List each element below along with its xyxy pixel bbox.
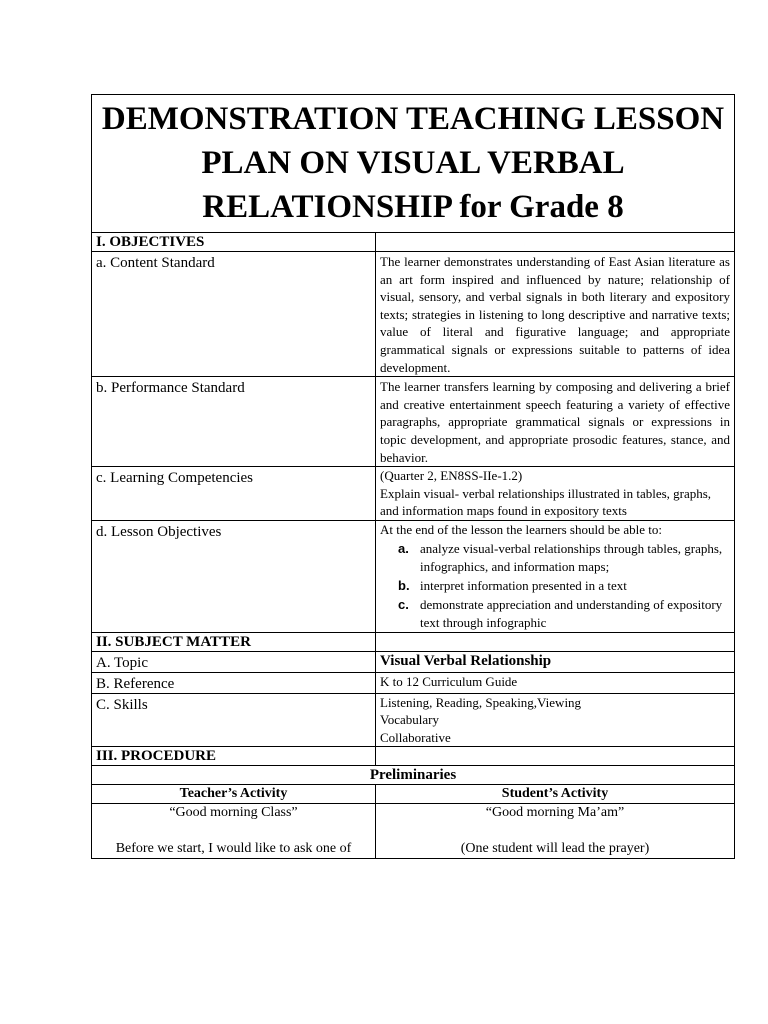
skill-line: Vocabulary — [380, 712, 439, 728]
lesson-objectives-list — [380, 540, 730, 632]
empty-cell — [376, 233, 735, 252]
objectives-heading-row — [92, 233, 735, 252]
skill-line: Listening, Reading, Speaking,Viewing — [380, 694, 582, 710]
performance-standard-label: b. Performance Standard — [92, 377, 376, 467]
teacher-line — [96, 822, 371, 840]
list-item — [398, 577, 730, 595]
empty-cell — [376, 747, 735, 766]
teacher-activity-header: Teacher’s Activity — [92, 785, 376, 804]
reference-value: K to 12 Curriculum Guide — [376, 672, 735, 693]
title-row — [92, 95, 735, 233]
activity-row — [92, 804, 735, 859]
empty-cell — [376, 632, 735, 651]
teacher-line: “Good morning Class” — [169, 805, 298, 821]
list-marker: a. — [398, 540, 409, 556]
competency-code: (Quarter 2, EN8SS-IIe-1.2) — [380, 468, 523, 484]
student-activity-header: Student’s Activity — [376, 785, 735, 804]
skill-line: Collaborative — [380, 729, 451, 745]
list-text: demonstrate appreciation and understanding of expository text through infographic — [420, 596, 723, 630]
procedure-heading-row — [92, 747, 735, 766]
reference-row — [92, 672, 735, 693]
content-standard-value: The learner demonstrates understanding of East Asian literature as an art form inspired and influenced by nature; relationship of visual, sensory, and verbal signals in both literary and expository texts; strategies in listening to long descriptive and narrative texts; value of literal and figurative language; and appropriate grammatical signals or expressions suitable to patterns of idea development. — [376, 252, 735, 377]
student-line — [380, 822, 730, 840]
topic-label: A. Topic — [92, 651, 376, 672]
performance-standard-value: The learner transfers learning by composing and delivering a brief and creative entertainment speech featuring a variety of effective paragraphs, appropriate grammatical signals or expressions in topic development, and appropriate prosodic features, stance, and behavior. — [376, 377, 735, 467]
preliminaries-row — [92, 766, 735, 785]
teacher-line: Before we start, I would like to ask one of — [115, 841, 352, 857]
document-title: DEMONSTRATION TEACHING LESSON PLAN ON VISUAL VERBAL RELATIONSHIP for Grade 8 — [92, 95, 735, 233]
topic-value: Visual Verbal Relationship — [376, 651, 735, 672]
performance-standard-row — [92, 377, 735, 467]
list-text: interpret information presented in a text — [420, 577, 627, 593]
competency-text: Explain visual- verbal relationships illustrated in tables, graphs, and information maps found in expository texts — [380, 485, 712, 519]
student-activity-cell — [376, 804, 735, 859]
student-line: (One student will lead the prayer) — [460, 841, 650, 857]
list-marker: c. — [398, 596, 409, 612]
objectives-heading: I. OBJECTIVES — [92, 233, 376, 252]
content-standard-label: a. Content Standard — [92, 252, 376, 377]
content-standard-row — [92, 252, 735, 377]
activity-header-row — [92, 785, 735, 804]
subject-matter-heading-row — [92, 632, 735, 651]
learning-competencies-cell — [376, 467, 735, 521]
list-text: analyze visual-verbal relationships through tables, graphs, infographics, and information maps; — [420, 540, 723, 574]
list-item — [398, 540, 730, 576]
teacher-activity-cell — [92, 804, 376, 859]
reference-label: B. Reference — [92, 672, 376, 693]
lesson-objectives-intro: At the end of the lesson the learners should be able to: — [380, 521, 662, 537]
topic-row — [92, 651, 735, 672]
lesson-plan-table — [91, 94, 735, 859]
lesson-objectives-row — [92, 520, 735, 632]
skills-cell — [376, 693, 735, 747]
subject-matter-heading: II. SUBJECT MATTER — [92, 632, 376, 651]
lesson-objectives-cell — [376, 520, 735, 632]
preliminaries-heading: Preliminaries — [92, 766, 735, 785]
list-item — [398, 596, 730, 632]
learning-competencies-label: c. Learning Competencies — [92, 467, 376, 521]
lesson-objectives-label: d. Lesson Objectives — [92, 520, 376, 632]
list-marker: b. — [398, 577, 410, 593]
skills-label: C. Skills — [92, 693, 376, 747]
procedure-heading: III. PROCEDURE — [92, 747, 376, 766]
student-line: “Good morning Ma’am” — [485, 805, 625, 821]
learning-competencies-row — [92, 467, 735, 521]
skills-row — [92, 693, 735, 747]
